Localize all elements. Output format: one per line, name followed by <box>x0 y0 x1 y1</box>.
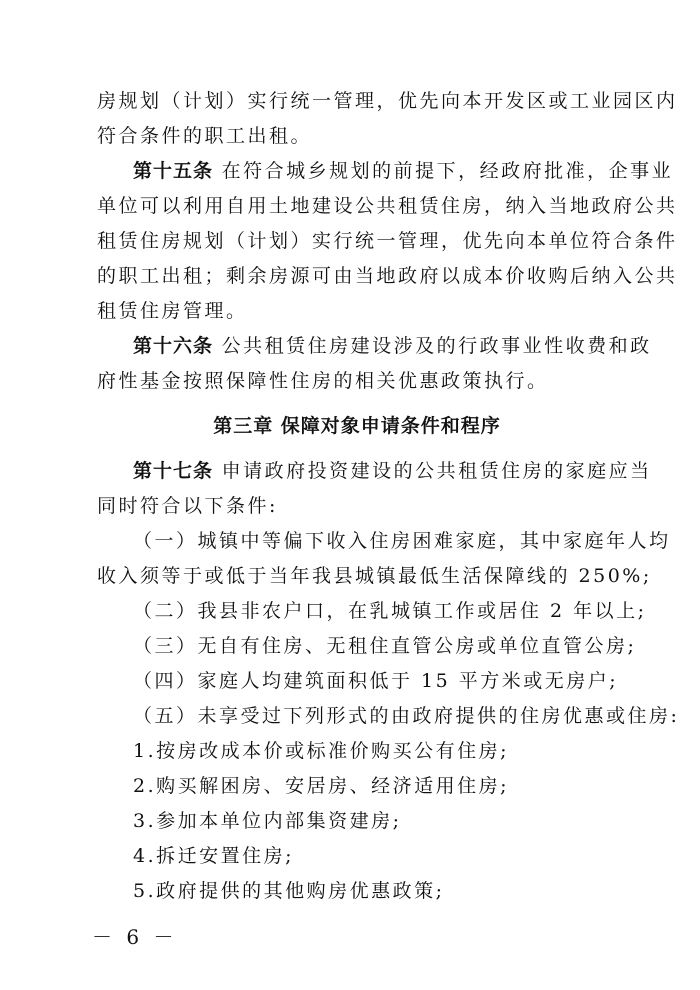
body-line: 租赁住房管理。 <box>97 300 248 322</box>
article-16-line <box>133 333 652 359</box>
sub-item: 5.政府提供的其他购房优惠政策; <box>133 880 445 902</box>
body-line: 府性基金按照保障性住房的相关优惠政策执行。 <box>97 370 549 392</box>
sub-item: 1.按房改成本价或标准价购买公有住房; <box>133 740 510 762</box>
body-line: 租赁住房规划（计划）实行统一管理，优先向本单位符合条件 <box>97 230 678 252</box>
sub-item: 2.购买解困房、安居房、经济适用住房; <box>133 775 510 797</box>
chapter-title: 第三章 保障对象申请条件和程序 <box>213 415 501 437</box>
article-15-heading: 第十五条 <box>133 160 214 182</box>
body-line: 单位可以利用自用土地建设公共租赁住房，纳入当地政府公共 <box>97 195 678 217</box>
condition-3: （三）无自有住房、无租住直管公房或单位直管公房; <box>133 635 637 657</box>
article-17-line <box>133 458 652 484</box>
page-number: － 6 － <box>92 925 178 949</box>
sub-item: 3.参加本单位内部集资建房; <box>133 810 402 832</box>
condition-4: （四）家庭人均建筑面积低于 15 平方米或无房户; <box>133 670 619 692</box>
body-line: 的职工出租；剩余房源可由当地政府以成本价收购后纳入公共 <box>97 265 678 287</box>
article-15-text: 在符合城乡规划的前提下，经政府批准，企事业 <box>221 160 674 182</box>
body-line: 房规划（计划）实行统一管理，优先向本开发区或工业园区内 <box>97 90 678 112</box>
condition-5: （五）未享受过下列形式的由政府提供的住房优惠或住房: <box>133 705 680 727</box>
article-17-text: 申请政府投资建设的公共租赁住房的家庭应当 <box>221 460 652 482</box>
article-17-heading: 第十七条 <box>133 460 214 482</box>
body-line: 同时符合以下条件: <box>97 495 278 517</box>
condition-1: （一）城镇中等偏下收入住房困难家庭，其中家庭年人均 <box>133 530 671 552</box>
sub-item: 4.拆迁安置住房; <box>133 845 295 867</box>
body-line: 符合条件的职工出租。 <box>97 125 313 147</box>
article-16-heading: 第十六条 <box>133 335 214 357</box>
article-16-text: 公共租赁住房建设涉及的行政事业性收费和政 <box>221 335 652 357</box>
condition-1-cont: 收入须等于或低于当年我县城镇最低生活保障线的 250%; <box>97 565 652 587</box>
condition-2: （二）我县非农户口，在乳城镇工作或居住 2 年以上; <box>133 600 647 622</box>
article-15-line <box>133 158 674 184</box>
